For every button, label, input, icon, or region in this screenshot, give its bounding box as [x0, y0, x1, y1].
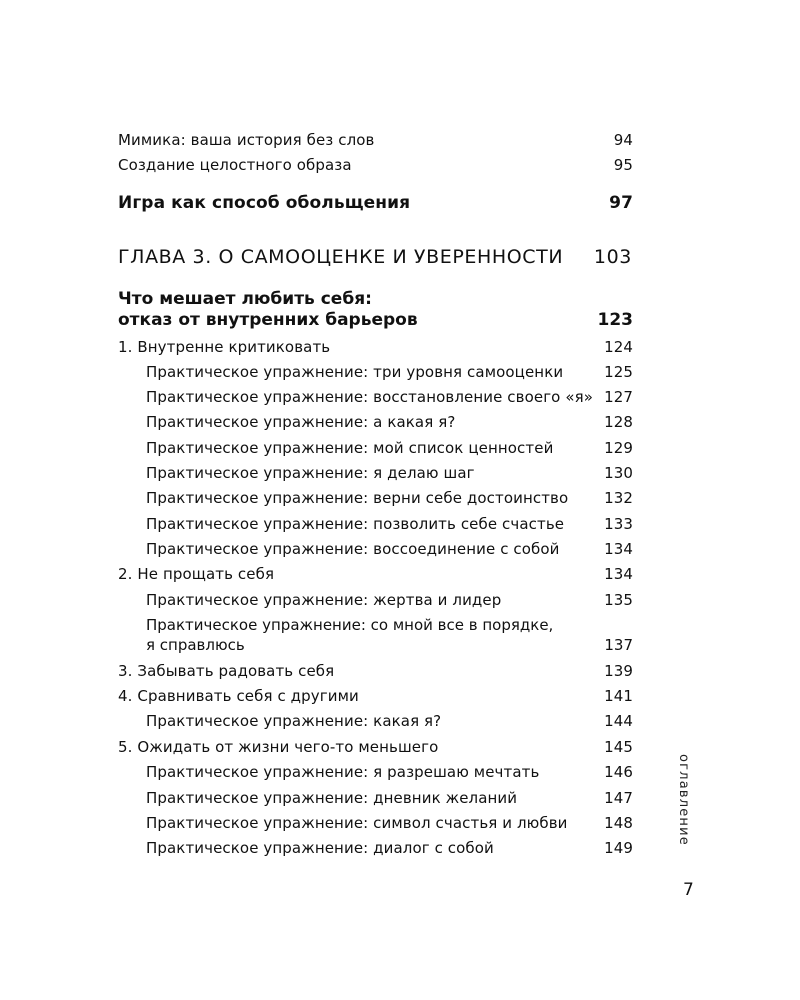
toc-subentry — [146, 362, 633, 382]
toc-entry-page: 145 — [604, 738, 633, 756]
toc-subentry-page: 129 — [604, 439, 633, 457]
toc-entry-page: 95 — [613, 156, 633, 174]
toc-subentry-page: 144 — [604, 712, 633, 730]
toc-subentry-page: 132 — [604, 489, 633, 507]
toc-subentry-title-line: я справлюсь — [146, 636, 245, 654]
toc-subentry — [146, 539, 633, 559]
toc-subentry-title: Практическое упражнение: дневник желаний — [146, 789, 518, 807]
toc-section-entry — [118, 289, 633, 331]
toc-subentry-title: Практическое упражнение: позволить себе счастье — [146, 515, 565, 533]
toc-subentry-title-line: Практическое упражнение: со мной все в порядке, — [146, 616, 554, 634]
toc-subentry-page: 135 — [604, 591, 633, 609]
toc-subentry-title: Практическое упражнение: жертва и лидер — [146, 591, 502, 609]
toc-subentry-page: 149 — [604, 839, 633, 857]
toc-entry-page: 94 — [613, 131, 633, 149]
toc-entry-title: 4. Сравнивать себя с другими — [118, 687, 359, 705]
toc-entry — [118, 130, 633, 150]
toc-subentry-page: 148 — [604, 814, 633, 832]
toc-subentry-page: 147 — [604, 789, 633, 807]
toc-section-entry — [118, 193, 633, 213]
toc-subentry-title: Практическое упражнение: символ счастья и любви — [146, 814, 568, 832]
toc-section-page: 97 — [609, 193, 633, 213]
toc-entry-title: Мимика: ваша история без слов — [118, 131, 375, 149]
toc-entry — [118, 686, 633, 706]
toc-subentry — [146, 590, 633, 610]
toc-subentry-title: Практическое упражнение: воссоединение с собой — [146, 540, 560, 558]
toc-subentry-page: 137 — [604, 636, 633, 654]
toc-subentry — [146, 813, 633, 833]
toc-subentry-title: Практическое упражнение: какая я? — [146, 712, 442, 730]
toc-subentry-page: 133 — [604, 515, 633, 533]
toc-entry-page: 124 — [604, 338, 633, 356]
toc-subentry — [146, 615, 633, 655]
toc-subentry — [146, 463, 633, 483]
toc-subentry-page: 125 — [604, 363, 633, 381]
toc-subentry-title: Практическое упражнение: восстановление своего «я» — [146, 388, 593, 406]
toc-entry — [118, 155, 633, 175]
toc-subentry-page: 134 — [604, 540, 633, 558]
toc-entry — [118, 564, 633, 584]
toc-entry-page: 141 — [604, 687, 633, 705]
toc-section-title-line: Что мешает любить себя: — [118, 289, 372, 309]
toc-subentry-title: Практическое упражнение: диалог с собой — [146, 839, 494, 857]
toc-subentry-page: 146 — [604, 763, 633, 781]
toc-section-page: 123 — [597, 310, 633, 330]
toc-chapter-entry — [118, 247, 632, 267]
toc-entry-title: Создание целостного образа — [118, 156, 352, 174]
toc-subentry-page: 128 — [604, 413, 633, 431]
section-side-label: оглавление — [676, 754, 691, 846]
toc-subentry — [146, 412, 633, 432]
toc-subentry-page: 127 — [604, 388, 633, 406]
toc-subentry-title: Практическое упражнение: три уровня самооценки — [146, 363, 564, 381]
toc-entry — [118, 337, 633, 357]
toc-chapter-page: 103 — [593, 246, 632, 268]
toc-subentry — [146, 762, 633, 782]
toc-subentry-title: Практическое упражнение: я делаю шаг — [146, 464, 475, 482]
toc-section-title-line: отказ от внутренних барьеров — [118, 310, 418, 330]
toc-subentry-title: Практическое упражнение: верни себе достоинство — [146, 489, 569, 507]
toc-subentry-title: Практическое упражнение: а какая я? — [146, 413, 456, 431]
toc-entry — [118, 661, 633, 681]
toc-subentry-title: Практическое упражнение: я разрешаю мечтать — [146, 763, 540, 781]
toc-subentry — [146, 387, 633, 407]
toc-entry-title: 3. Забывать радовать себя — [118, 662, 335, 680]
toc-entry-title: 1. Внутренне критиковать — [118, 338, 331, 356]
toc-subentry-title: Практическое упражнение: мой список ценностей — [146, 439, 554, 457]
toc-entry — [118, 737, 633, 757]
toc-subentry — [146, 838, 633, 858]
toc-subentry — [146, 438, 633, 458]
toc-entry-page: 139 — [604, 662, 633, 680]
toc-subentry — [146, 788, 633, 808]
toc-chapter-title: ГЛАВА 3. О САМООЦЕНКЕ И УВЕРЕННОСТИ — [118, 246, 564, 268]
toc-entry-page: 134 — [604, 565, 633, 583]
toc-subentry — [146, 711, 633, 731]
toc-entry-title: 5. Ожидать от жизни чего-то меньшего — [118, 738, 439, 756]
toc-subentry — [146, 488, 633, 508]
page-number: 7 — [683, 880, 694, 900]
toc-subentry — [146, 514, 633, 534]
toc-section-title: Игра как способ обольщения — [118, 193, 411, 213]
toc-subentry-page: 130 — [604, 464, 633, 482]
toc-entry-title: 2. Не прощать себя — [118, 565, 275, 583]
